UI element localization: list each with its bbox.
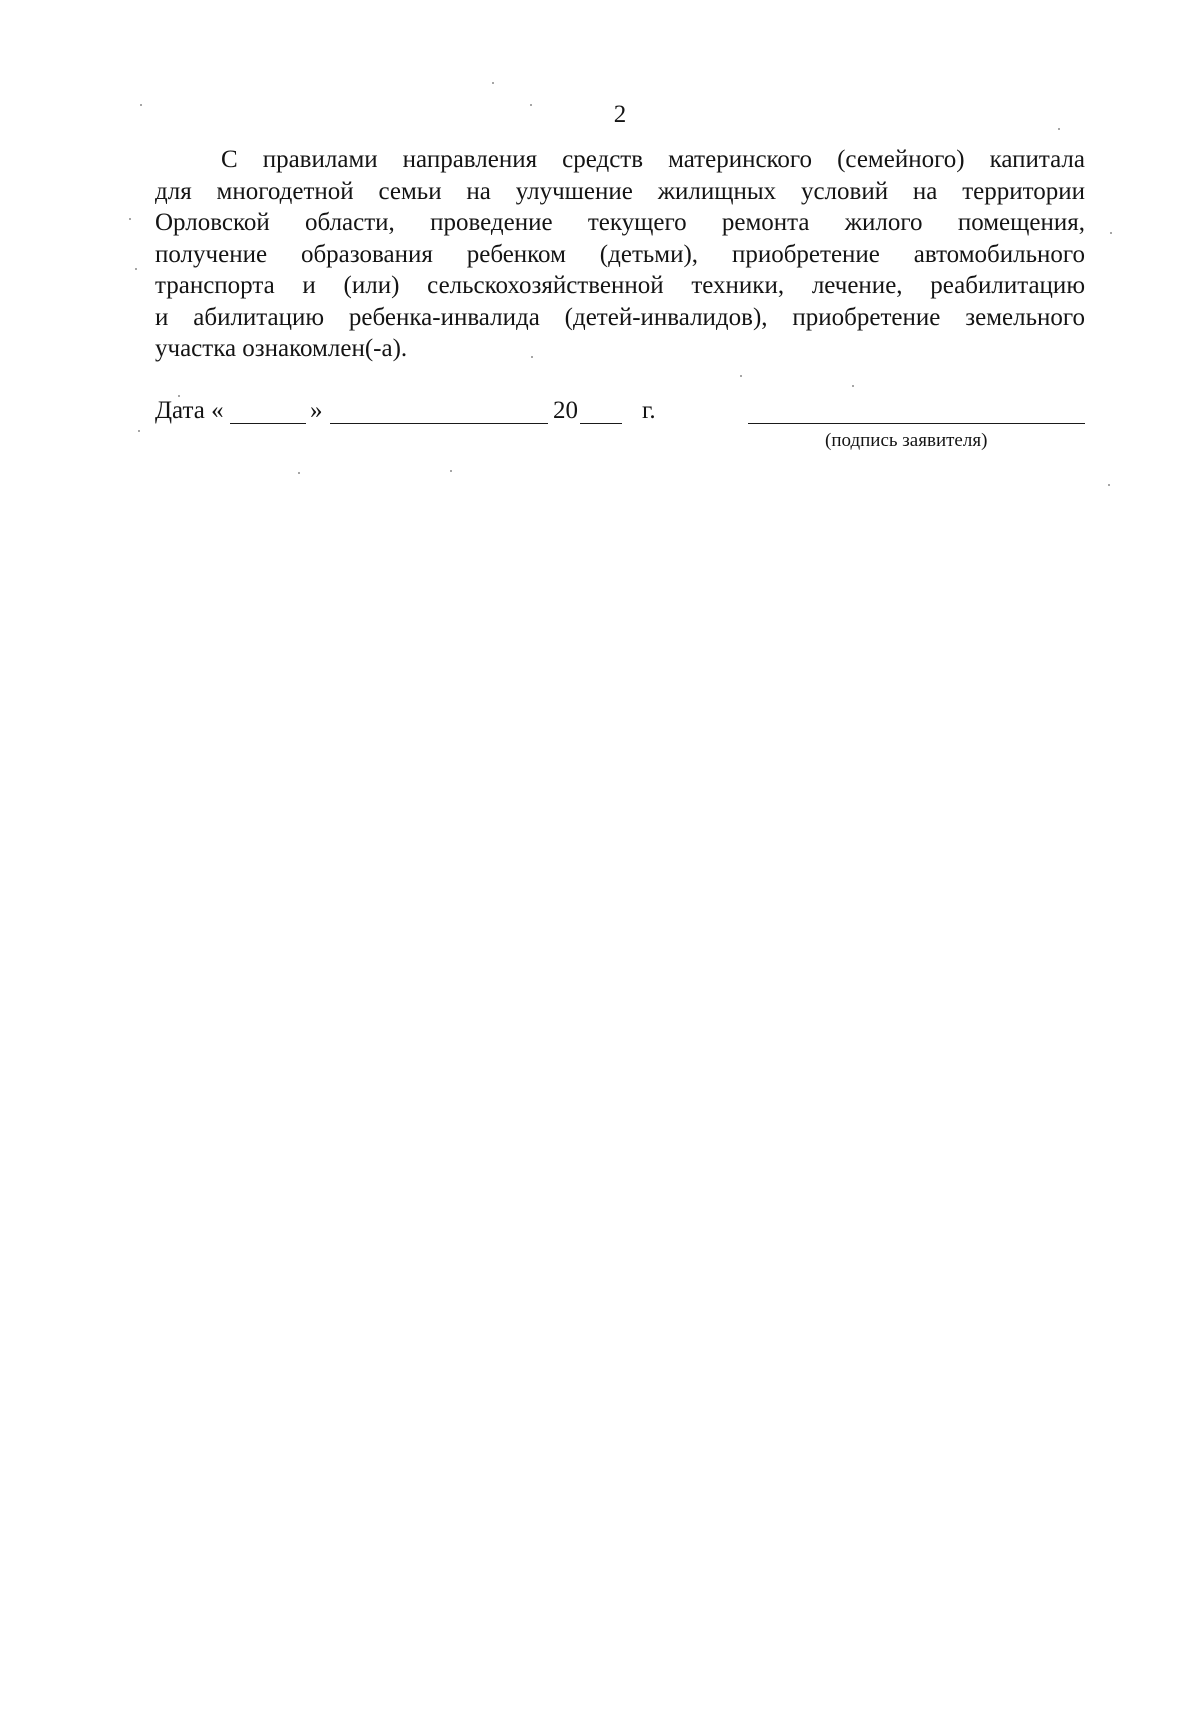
- paragraph-line: транспорта и (или) сельскохозяйственной техники, лечение, реабилитацию: [155, 272, 1085, 299]
- scan-speck: [740, 375, 742, 377]
- year-blank: [580, 423, 622, 424]
- scan-speck: [1108, 484, 1110, 486]
- paragraph-line: Орловской области, проведение текущего ремонта жилого помещения,: [155, 209, 1085, 236]
- scan-speck: [530, 104, 532, 106]
- day-blank: [230, 423, 306, 424]
- page-number: 2: [613, 101, 627, 128]
- scan-speck: [138, 430, 140, 432]
- signature-caption: (подпись заявителя): [825, 430, 988, 451]
- scan-speck: [1110, 232, 1112, 234]
- scan-speck: [1058, 128, 1060, 130]
- date-label: Дата «: [155, 397, 224, 424]
- year-prefix: 20: [553, 397, 578, 424]
- month-blank: [330, 423, 548, 424]
- acknowledgement-paragraph: [155, 144, 1085, 365]
- scan-speck: [135, 268, 137, 270]
- year-suffix: г.: [642, 397, 656, 424]
- signature-blank: [748, 423, 1085, 424]
- paragraph-line: участка ознакомлен(-а).: [155, 335, 408, 362]
- scan-speck: [852, 385, 854, 387]
- paragraph-line: С правилами направления средств материнского (семейного) капитала: [221, 146, 1085, 173]
- scan-speck: [531, 356, 533, 358]
- scan-speck: [298, 472, 300, 474]
- scan-speck: [450, 470, 452, 472]
- paragraph-line: для многодетной семьи на улучшение жилищных условий на территории: [155, 177, 1085, 205]
- quote-close: »: [310, 397, 323, 424]
- scan-speck: [140, 104, 142, 106]
- date-signature-row: [155, 396, 1085, 430]
- scan-speck: [129, 218, 131, 220]
- scan-speck: [492, 82, 494, 84]
- paragraph-line: и абилитацию ребенка-инвалида (детей-инвалидов), приобретение земельного: [155, 303, 1085, 331]
- scan-speck: [178, 395, 180, 397]
- paragraph-line: получение образования ребенком (детьми), приобретение автомобильного: [155, 240, 1085, 268]
